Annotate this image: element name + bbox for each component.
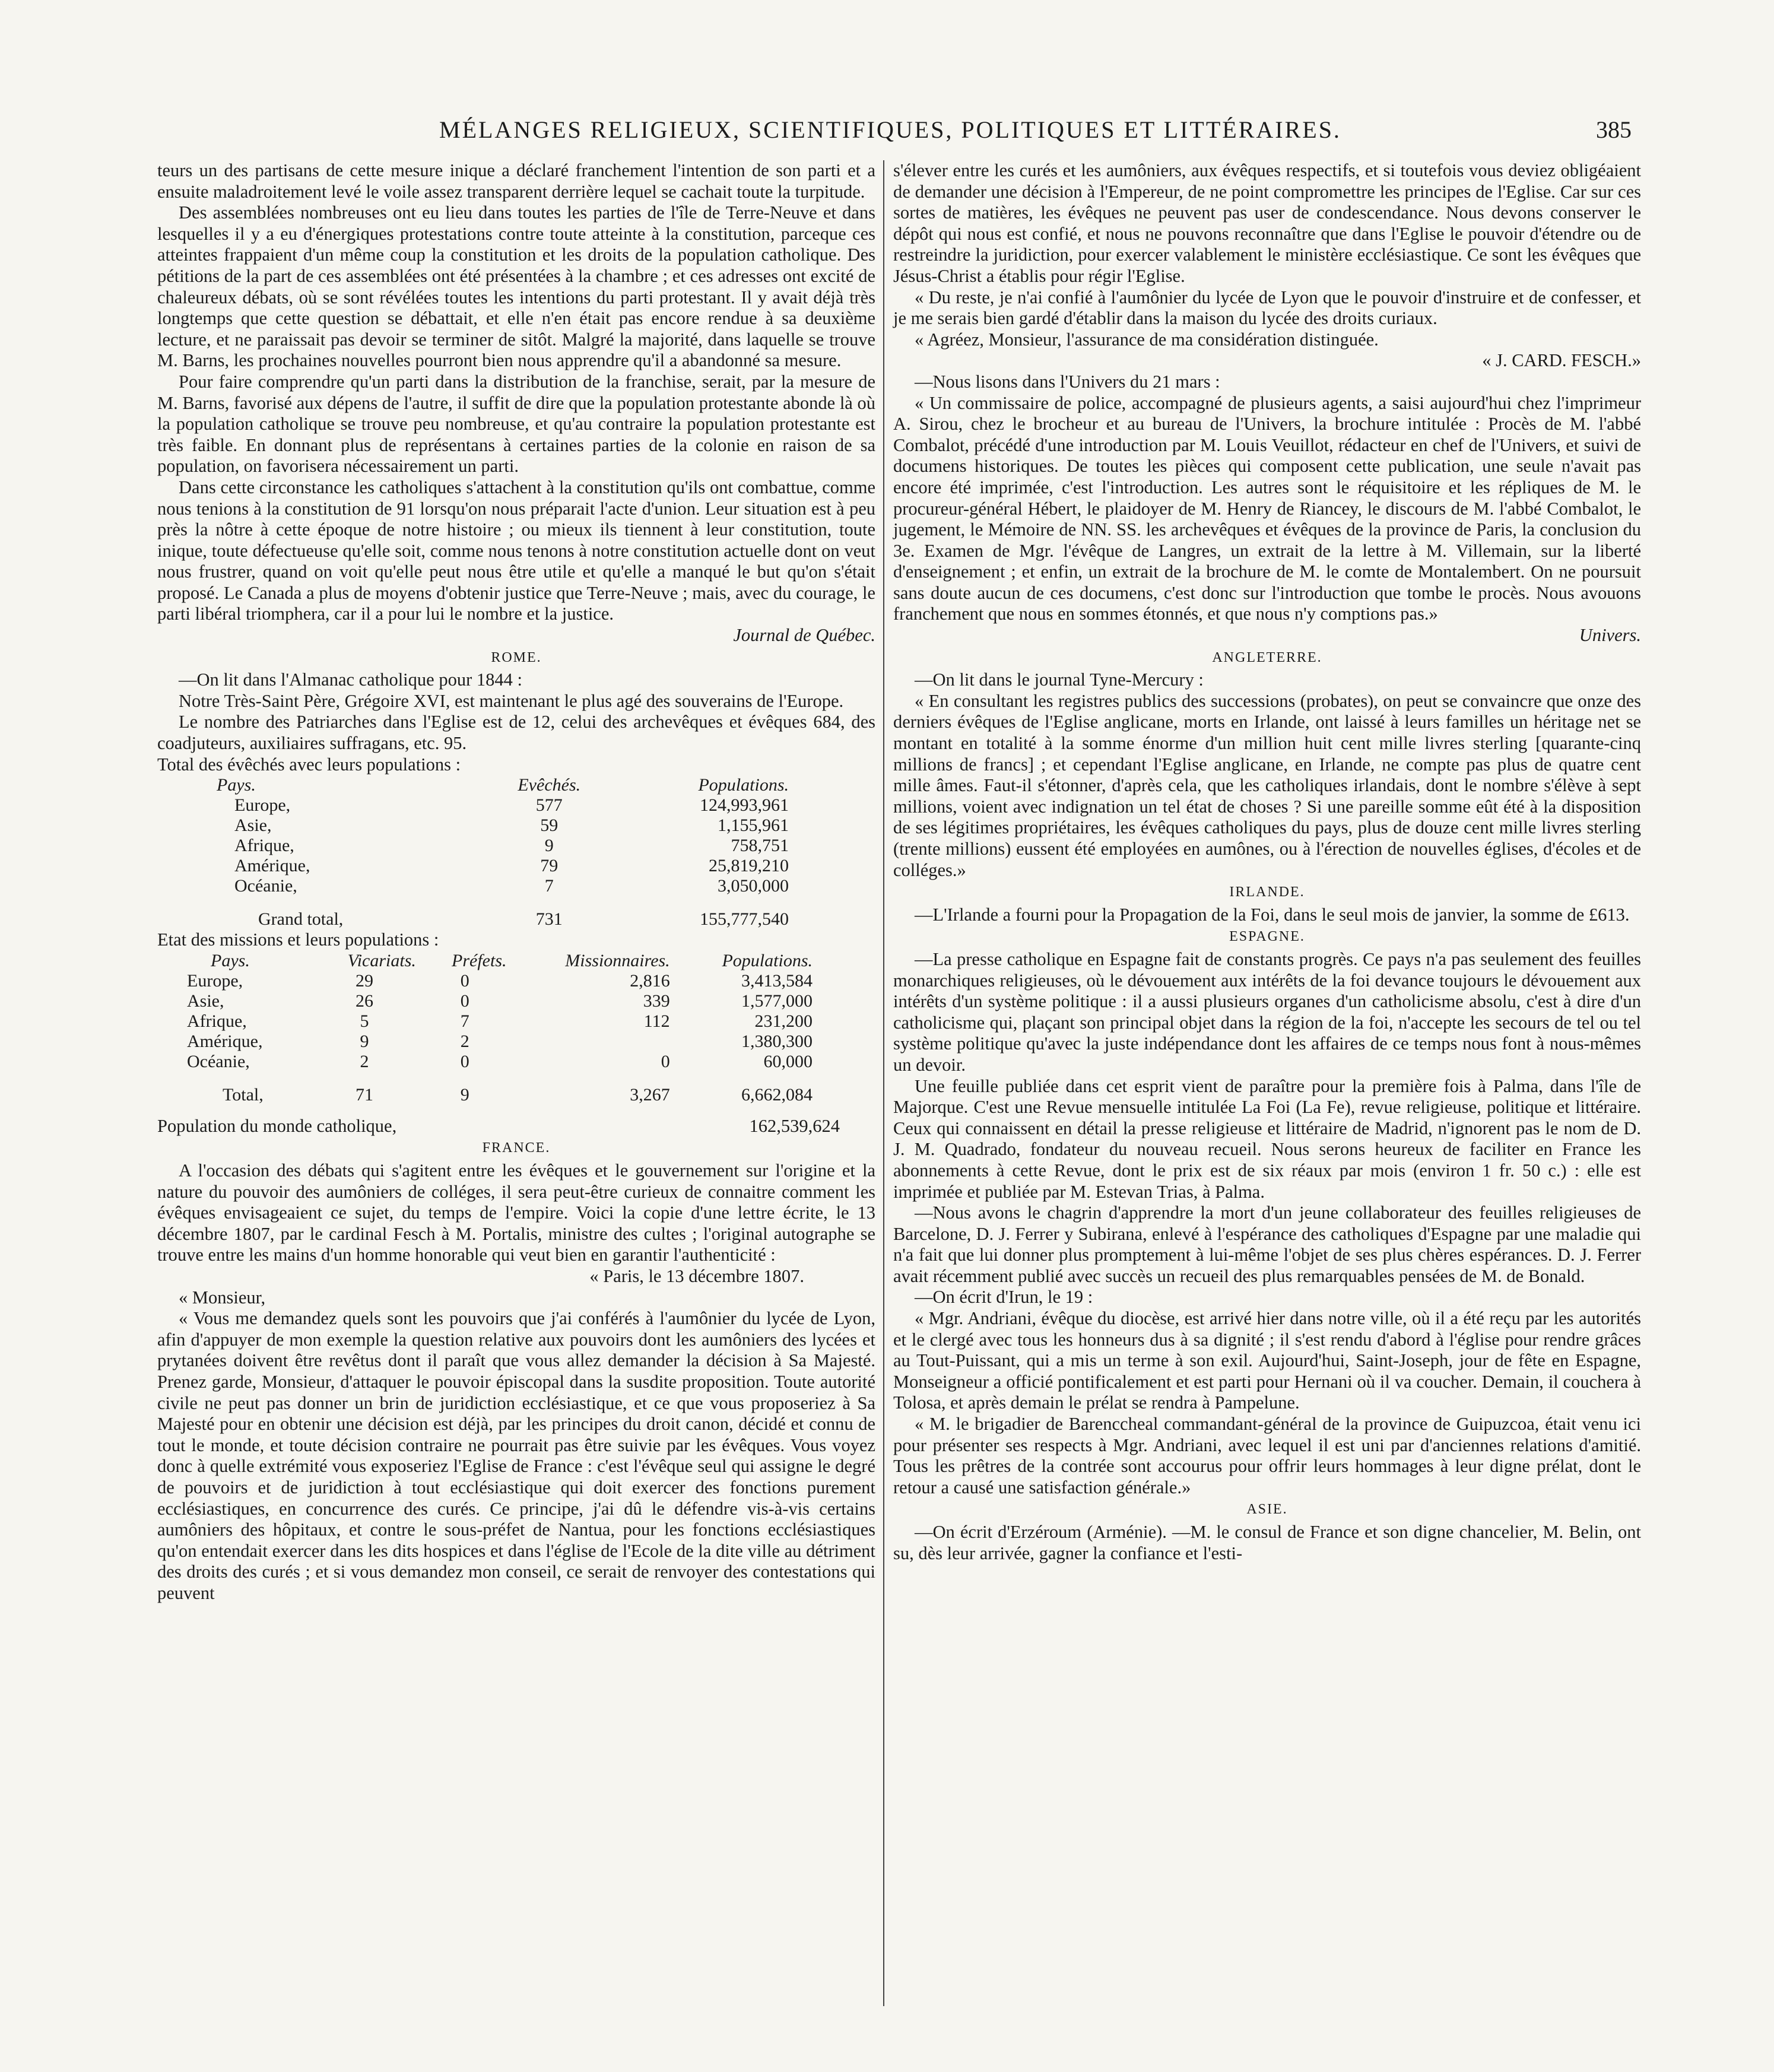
table-cell: Europe,: [187, 970, 243, 991]
paragraph: —On écrit d'Erzéroum (Arménie). —M. le consul de France et son digne chancelier, M. Belin, ont su, dès leur arrivée, gagner la confiance et l'esti-: [893, 1522, 1641, 1563]
table-cell: Asie,: [234, 816, 272, 836]
table-row: [175, 991, 816, 1011]
table-row: [181, 876, 792, 896]
missions-table: [175, 951, 816, 1105]
table-cell: 1,155,961: [718, 816, 789, 836]
table-cell: 9: [544, 836, 554, 856]
paragraph: « Mgr. Andriani, évêque du diocèse, est arrivé hier dans notre ville, où il a été reçu par les autorités et le clergé avec tous les honneurs dus à sa dignité ; il s'est rendu d'abord à l'église pour rendre grâces au Tout-Puissant, qui a mis un terme à son exil. Aujourd'hui, Saint-Joseph, jour de fête en Espagne, Monseigneur a officié pontificalement et est parti pour Hernani où il va coucher. Demain, il couchera à Tolosa, et après demain le prélat se rendra à Pampelune.: [893, 1308, 1641, 1413]
table-row: [175, 1032, 816, 1052]
letter-signature: « J. CARD. FESCH.»: [1482, 350, 1641, 371]
section-heading-irlande: IRLANDE.: [1229, 884, 1305, 900]
table-cell: Océanie,: [187, 1051, 250, 1071]
table-cell: Asie,: [187, 991, 224, 1011]
paragraph: Notre Très-Saint Père, Grégoire XVI, est maintenant le plus agé des souverains de l'Europe.: [179, 690, 844, 711]
paragraph: —On lit dans le journal Tyne-Mercury :: [915, 669, 1204, 690]
table-cell: 79: [540, 856, 558, 876]
paragraph: —Nous avons le chagrin d'apprendre la mort d'un jeune collaborateur des feuilles religieuses de Barcelone, D. J. Ferrer y Subirana, enlevé à l'espérance des catholiques d'Espagne par une maladie qui n'a fait que lui donner plus promptement à lui-même l'objet de ses plus chères espérances. D. J. Ferrer avait récemment publié avec succès un recueil des plus remarquables pensées de M. de Bonald.: [893, 1202, 1641, 1286]
table-row: [181, 795, 792, 816]
section-heading-espagne: ESPAGNE.: [1229, 929, 1305, 945]
paragraph: « Du reste, je n'ai confié à l'aumônier du lycée de Lyon que le pouvoir d'instruire et de confesser, et je me serais bien gardé d'établir dans la maison du lycée des droits curiaux.: [893, 287, 1641, 329]
table-cell: 2: [360, 1051, 369, 1071]
table-cell: 1,577,000: [741, 991, 813, 1011]
table-cell: [510, 1032, 674, 1052]
table-cell: 60,000: [763, 1051, 813, 1071]
paragraph: Le nombre des Patriarches dans l'Eglise est de 12, celui des archevêques et évêques 684, des coadjuteurs, auxiliaires suffragans, etc. 95.: [157, 712, 875, 754]
table-row: [175, 971, 816, 991]
source-attribution: Univers.: [1579, 625, 1641, 646]
paragraph: Des assemblées nombreuses ont eu lieu dans toutes les parties de l'île de Terre-Neuve et dans lesquelles il y a eu d'énergiques protestations contre toute atteinte à la constitution, parceque ces atteintes frappaient d'un même coup la constitution et les droits de la population catholique. Des pétitions de la part de ces assemblées ont été présentées à la chambre ; et ces adresses ont excité de chaleureux débats, où se sont révélées toutes les intentions du parti protestant. Il y avait déjà très longtemps que cette question se débattait, et elle n'en était pas encore rendue à sa deuxième lecture, et ne paraissait pas devoir se terminer de sitôt. Malgré la majorité, dans laquelle se trouve M. Barns, les prochaines nouvelles pourront bien nous apprendre qu'il a abandonné sa mesure.: [157, 202, 875, 371]
table-cell: Amérique,: [234, 856, 310, 876]
table-row: [181, 836, 792, 856]
paragraph: « M. le brigadier de Barenccheal commandant-général de la province de Guipuzcoa, était venu ici pour présenter ses respects à Mgr. Andriani, avec lequel il est uni par d'anciennes relations d'amitié. Tous les prêtres de la contrée sont accourus pour offrir leurs hommages à leur digne prélat, dont le retour a causé une satisfaction générale.»: [893, 1414, 1641, 1497]
right-column: [893, 160, 1641, 1564]
table-cell: 112: [643, 1011, 670, 1031]
column-header: Missionnaires.: [565, 950, 670, 970]
paragraph: Dans cette circonstance les catholiques s'attachent à la constitution qu'ils ont combattue, comme nous tenions à la constitution de 91 lorsqu'on nous préparait l'acte d'union. Leur situation est à peu près la nôtre à cette époque de notre histoire ; ou mieux ils tiennent à leur constitution, toute inique, toute défectueuse qu'elle soit, comme nous tenons à notre constitution actuelle dont on veut nous frustrer, quand on voit qu'elle peut nous être utile et qu'elle a manqué le but qu'on s'était proposé. Le Canada a plus de moyens d'obtenir justice que Terre-Neuve ; mais, avec du courage, le parti libéral triomphera, car il a pour lui le nombre et la justice.: [157, 477, 875, 624]
column-divider: [883, 160, 884, 2006]
table-cell: 7: [544, 876, 554, 896]
table-cell: 9: [360, 1031, 369, 1051]
letter-salutation: « Monsieur,: [179, 1287, 266, 1308]
paragraph: « Un commissaire de police, accompagné de plusieurs agents, a saisi aujourd'hui chez l'imprimeur A. Sirou, chez le brocheur et au bureau de l'Univers, la brochure intitulée : Procès de M. l'abbé Combalot, précédé d'une introduction par M. Louis Veuillot, rédacteur en chef de l'Univers, et suivi de documens historiques. De toutes les pièces qui composent cette publication, une seule n'avait pas encore été imprimée, c'est l'introduction. Les autres sont le réquisitoire et les répliques de M. le procureur-général Hébert, le plaidoyer de M. Henry de Riancey, le discours de M. l'abbé Combalot, le jugement, le Mémoire de NN. SS. les archevêques et évêques de la province de Paris, la conclusion du 3e. Examen de Mgr. l'évêque de Langres, un extrait de la lettre à M. Villemain, sur la liberté d'enseignement ; et enfin, un extrait de la brochure de M. le comte de Montalembert. On ne poursuit sans doute aucun de ces documens, c'est donc sur l'introduction que tombe le procès. Nous avouons franchement que nous en sommes étonnés, et que nous n'y comptions pas.»: [893, 392, 1641, 624]
table-cell: 6,662,084: [741, 1084, 813, 1105]
section-heading-rome: ROME.: [491, 649, 542, 665]
column-header: Vicariats.: [347, 950, 416, 970]
paragraph: A l'occasion des débats qui s'agitent entre les évêques et le gouvernement sur l'origine et la nature du pouvoir des aumôniers de colléges, il sera peut-être curieux de connaitre comment les évêques envisageaient ce sujet, du temps de l'empire. Voici la copie d'une lettre écrite, le 13 décembre 1807, par le cardinal Fesch à M. Portalis, ministre des cultes ; l'original autographe se trouve entre les mains d'un homme honorable qui veut bien en garantir l'authenticité :: [157, 1160, 875, 1265]
world-catholic-population: [157, 1116, 875, 1137]
table-cell: 5: [360, 1011, 369, 1031]
table-caption: Total des évêchés avec leurs populations :: [157, 754, 461, 775]
table-cell: 731: [535, 909, 563, 929]
table-cell: 3,267: [630, 1084, 670, 1105]
table-cell: Amérique,: [187, 1031, 263, 1051]
table-cell: 7: [460, 1011, 469, 1031]
table-cell: Grand total,: [258, 909, 344, 929]
paragraph: teurs un des partisans de cette mesure inique a déclaré franchement l'intention de son parti et a ensuite maladroitement levé le voile assez transparent derrière lequel se cachait toute la turpitude.: [157, 160, 875, 202]
table-cell: 59: [540, 816, 558, 836]
table-cell: 124,993,961: [700, 795, 789, 816]
table-cell: Afrique,: [187, 1011, 247, 1031]
dioceses-table: [181, 775, 792, 929]
table-total-row: [181, 896, 792, 929]
page-number: 385: [1596, 116, 1632, 143]
table-row: [175, 1011, 816, 1032]
section-heading-france: FRANCE.: [482, 1140, 551, 1156]
table-cell: 758,751: [731, 836, 789, 856]
table-cell: Afrique,: [234, 836, 294, 856]
population-label: Population du monde catholique,: [157, 1115, 397, 1136]
table-row: [175, 1052, 816, 1072]
paragraph: —La presse catholique en Espagne fait de constants progrès. Ce pays n'a pas seulement des feuilles monarchiques religieuses, où le dévouement aux intérêts de la foi devance toujours le dévouement aux intérêts d'un système politique : il a aussi plusieurs organes d'un catholicisme absolu, c'est à dire d'un catholicisme qui, plaçant son principal objet dans la région de la foi, n'accepte les secours de tel ou tel système politique qu'avec la juste indépendance dont les affaires de ce temps nous font à nous-mêmes un devoir.: [893, 948, 1641, 1075]
paragraph: « Agréez, Monsieur, l'assurance de ma considération distinguée.: [915, 329, 1379, 350]
paragraph: s'élever entre les curés et les aumôniers, aux évêques respectifs, et si toutefois vous deviez obligéaient de demander une décision à l'Empereur, de ne point compromettre les principes de l'Eglise. Car sur ces sortes de matières, les évêques ne peuvent pas user de condescendance. Nous devons conserver le dépôt qui nous est confié, et nous ne pouvons reconnaître que dans l'Eglise le pouvoir d'étendre ou de restreindre la juridiction, pour exercer valablement le ministère ecclésiastique. Ce sont les évêques que Jésus-Christ a établis pour régir l'Eglise.: [893, 160, 1641, 286]
table-cell: 0: [661, 1051, 670, 1071]
column-header: Pays.: [217, 775, 256, 795]
table-total-row: [175, 1072, 816, 1105]
paragraph: « Vous me demandez quels sont les pouvoirs que j'ai conférés à l'aumônier du lycée de Lyon, afin d'appuyer de mon exemple la question relative aux pouvoirs dont les aumôniers des lycées et prytanées doivent être revêtus dont il paraît que vous allez demander la décision à Sa Majesté. Prenez garde, Monsieur, d'attaquer le pouvoir épiscopal dans la susdite proposition. Toute autorité civile ne peut pas donner un brin de juridiction ecclésiastique, et ce que vous proposeriez à Sa Majesté pour en obtenir une décision est déjà, par les principes du droit canon, décidé et connu de tout le monde, et toute décision contraire ne pourrait pas être suivie par les évêques. Vous voyez donc à quelle extrémité vous exposeriez l'Eglise de France : c'est l'évêque seul qui assigne le degré de pouvoirs et de juridiction à tout ecclésiastique qui doit exercer des fonctions purement ecclésiastiques, en concurrence des curés. Ce principe, j'ai dû le défendre vis-à-vis certains aumôniers des hôpitaux, et contre le sous-préfet de Nantua, pour les fonctions ecclésiastiques qu'on entendait exercer dans les dits hospices et dans l'église de l'Ecole de la dite ville au détriment des droits des curés ; et si vous demandez mon conseil, ce serait de renvoyer des contestations qui peuvent: [157, 1308, 875, 1603]
table-cell: 577: [535, 795, 563, 816]
table-cell: 2,816: [630, 970, 670, 991]
section-heading-asie: ASIE.: [1246, 1502, 1288, 1518]
left-column: [157, 160, 875, 1604]
table-cell: 231,200: [754, 1011, 813, 1031]
paragraph: —On écrit d'Irun, le 19 :: [915, 1287, 1093, 1308]
table-cell: 0: [460, 991, 469, 1011]
column-header: Populations.: [722, 950, 813, 970]
column-header: Pays.: [211, 950, 250, 970]
table-header-row: [175, 951, 816, 971]
table-cell: 1,380,300: [741, 1031, 813, 1051]
table-cell: 71: [355, 1084, 373, 1105]
letter-dateline: « Paris, le 13 décembre 1807.: [589, 1265, 804, 1286]
table-cell: 3,050,000: [718, 876, 789, 896]
population-value: 162,539,624: [749, 1115, 840, 1136]
section-heading-angleterre: ANGLETERRE.: [1212, 649, 1322, 665]
paragraph: « En consultant les registres publics des successions (probates), on peut se convaincre que onze des derniers évêques de l'Eglise anglicane, morts en Irlande, ont laissé à leurs familles un héritage net se montant en totalité à la somme énorme d'un million huit cent mille livres sterling [quarante-cinq millions de francs] ; et cependant l'Eglise anglicane, en Irlande, ne compte pas plus de quatre cent mille âmes. Faut-il s'étonner, d'après cela, que les catholiques irlandais, dont le nombre s'élève à sept millions, voient avec indignation un tel état de choses ? Si une pareille somme eût été à la disposition de ses légitimes propriétaires, les évêques catholiques du pays, plus de douze cent mille livres sterling (trente millions) eussent été employées en aumônes, ou à l'érection de nouvelles églises, d'écoles et de colléges.»: [893, 690, 1641, 880]
table-cell: 0: [460, 970, 469, 991]
table-cell: 2: [460, 1031, 469, 1051]
table-row: [181, 856, 792, 876]
paragraph: —L'Irlande a fourni pour la Propagation de la Foi, dans le seul mois de janvier, la somme de £613.: [915, 904, 1630, 925]
table-cell: Europe,: [234, 795, 291, 816]
column-header: Populations.: [698, 775, 789, 795]
table-cell: 26: [355, 991, 373, 1011]
table-cell: 155,777,540: [700, 909, 789, 929]
paragraph: —On lit dans l'Almanac catholique pour 1844 :: [179, 669, 522, 690]
table-cell: 339: [643, 991, 670, 1011]
table-caption: Etat des missions et leurs populations :: [157, 929, 439, 950]
table-cell: 0: [460, 1051, 469, 1071]
table-cell: Total,: [223, 1084, 264, 1105]
table-row: [181, 816, 792, 836]
table-cell: 25,819,210: [709, 856, 789, 876]
column-header: Préfets.: [452, 950, 507, 970]
paragraph: Pour faire comprendre qu'un parti dans la distribution de la franchise, serait, par la mesure de M. Barns, favorisé aux dépens de l'autre, il suffit de dire que la population protestante abonde là où la population catholique se trouve peu nombreuse, et qu'au contraire la population protestante est très faible. En donnant plus de représentans à certaines parties de la colonie en raison de sa population, on favorisera nécessairement un parti.: [157, 371, 875, 477]
paragraph: —Nous lisons dans l'Univers du 21 mars :: [915, 371, 1220, 392]
table-cell: 29: [355, 970, 373, 991]
source-attribution: Journal de Québec.: [733, 625, 875, 646]
running-title: MÉLANGES RELIGIEUX, SCIENTIFIQUES, POLITIQUES ET LITTÉRAIRES.: [439, 116, 1341, 143]
column-header: Evêchés.: [518, 775, 581, 795]
table-cell: Océanie,: [234, 876, 297, 896]
page-header: [154, 116, 1632, 151]
table-cell: 9: [460, 1084, 469, 1105]
paragraph: Une feuille publiée dans cet esprit vient de paraître pour la première fois à Palma, dans l'île de Majorque. C'est une Revue mensuelle intitulée La Foi (La Fe), revue religieuse, politique et littéraire. Ceux qui connaissent en détail la presse religieuse et littéraire de Madrid, n'ignorent pas le nom de D. J. M. Quadrado, fondateur du nouveau recueil. Nous serons heureux de faciliter en France les abonnements à cette Revue, dont le prix est de six réaux par mois (environ 1 fr. 50 c.) : elle est imprimée et publiée par M. Estevan Trias, à Palma.: [893, 1075, 1641, 1202]
table-cell: 3,413,584: [741, 970, 813, 991]
table-header-row: [181, 775, 792, 795]
